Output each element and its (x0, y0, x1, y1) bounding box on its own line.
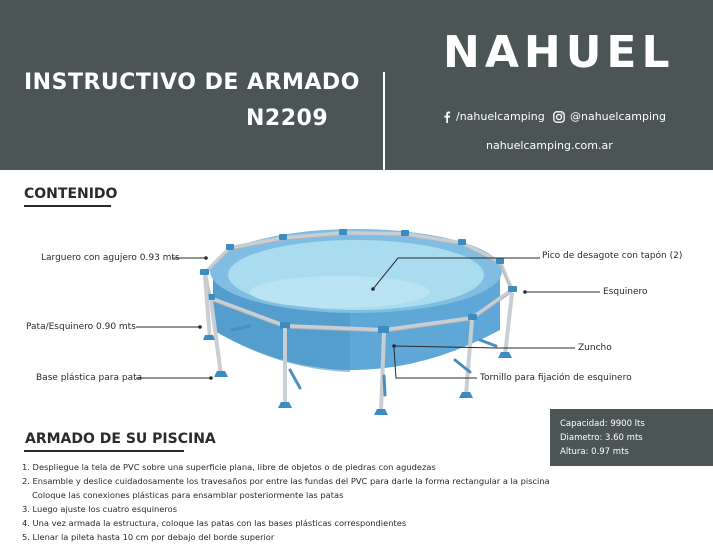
label-tornillo: Tornillo para fijación de esquinero (480, 373, 632, 383)
facebook-handle: /nahuelcamping (456, 110, 545, 123)
step-item: 3. Luego ajuste los cuatro esquineros (22, 504, 178, 514)
armado-underline (24, 450, 184, 452)
armado-title: ARMADO DE SU PISCINA (25, 431, 216, 447)
label-pico: Pico de desagote con tapón (2) (542, 251, 683, 261)
assembly-steps (22, 460, 550, 544)
label-esquinero: Esquinero (603, 287, 648, 297)
model-number: N2209 (246, 106, 329, 131)
spec-altura: Altura: 0.97 mts (560, 447, 629, 457)
label-base: Base plástica para pata (36, 373, 143, 383)
step-item: 2. Ensamble y deslice cuidadosamente los travesaños por entre las fundas del PVC para darle la forma rectangular a la piscina (22, 476, 550, 486)
label-larguero: Larguero con agujero 0.93 mts (41, 253, 180, 263)
label-pata: Pata/Esquinero 0.90 mts (26, 322, 136, 332)
manual-title: INSTRUCTIVO DE ARMADO (24, 70, 360, 95)
step-item: 4. Una vez armada la estructura, coloque las patas con las bases plásticas correspondientes (22, 518, 407, 528)
label-zuncho: Zuncho (578, 343, 612, 353)
contenido-title: CONTENIDO (24, 186, 118, 202)
spec-diametro: Diametro: 3.60 mts (560, 433, 643, 443)
step-item: Coloque las conexiones plásticas para ensamblar posteriormente las patas (32, 490, 344, 500)
website-link[interactable]: nahuelcamping.com.ar (486, 139, 613, 152)
step-item: 5. Llenar la pileta hasta 10 cm por debajo del borde superior (22, 532, 275, 542)
specs-box (550, 409, 713, 466)
instagram-handle: @nahuelcamping (570, 110, 666, 123)
spec-capacidad: Capacidad: 9900 lts (560, 419, 645, 429)
step-item: 1. Despliegue la tela de PVC sobre una superficie plana, libre de objetos o de piedras con agudezas (22, 462, 436, 472)
brand-logo: NAHUEL (443, 27, 675, 78)
